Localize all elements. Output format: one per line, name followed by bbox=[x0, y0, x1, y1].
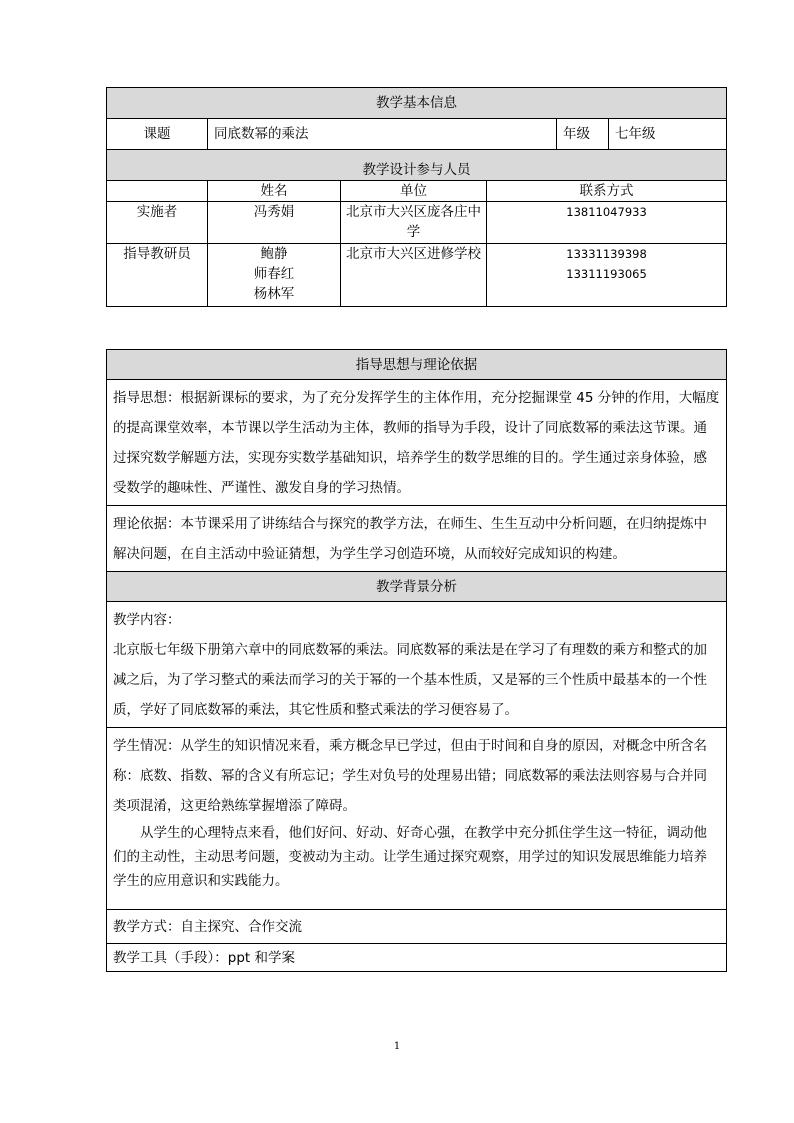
advisor-phone-2: 13311193065 bbox=[566, 267, 647, 281]
col-contact-header: 联系方式 bbox=[487, 181, 727, 202]
teaching-content-label: 教学内容： bbox=[113, 612, 181, 628]
advisor-name-1: 鲍静 bbox=[260, 246, 288, 262]
theory-basis: 理论依据：本节课采用了讲练结合与探究的教学方法，在师生、生生互动中分析问题，在归纳提炼中解决问题，在自主活动中验证猜想，为学生学习创造环境，从而较好完成知识的构建。 bbox=[107, 506, 727, 572]
implementer-name: 冯秀娟 bbox=[208, 202, 341, 244]
student-situation-text: 学生情况：从学生的知识情况来看，乘方概念早已学过，但由于时间和自身的原因，对概念中所含名称：底数、指数、幂的含义有所忘记；学生对负号的处理易出错；同底数幂的乘法法则容易与合并同类项混淆，这更给熟练掌握增添了障碍。 bbox=[113, 738, 707, 814]
teaching-content-text: 北京版七年级下册第六章中的同底数幂的乘法。同底数幂的乘法是在学习了有理数的乘方和整式的加减之后，为了学习整式的乘法而学习的关于幂的一个基本性质，又是幂的三个性质中最基本的一个性质，学好了同底数幂的乘法，其它性质和整式乘法的学习便容易了。 bbox=[113, 642, 707, 718]
implementer-contact bbox=[487, 202, 727, 244]
student-psychology-text: 从学生的心理特点来看，他们好问、好动、好奇心强，在教学中充分抓住学生这一特征，调动他们的主动性，主动思考问题，变被动为主动。让学生通过探究观察，用学过的知识发展思维能力培养学生的应用意识和实践能力。 bbox=[113, 825, 707, 889]
topic-value: 同底数幂的乘法 bbox=[208, 119, 557, 150]
role-advisor: 指导教研员 bbox=[107, 244, 208, 307]
grade-label: 年级 bbox=[557, 119, 609, 150]
basic-info-table bbox=[106, 87, 727, 307]
participants-header: 教学设计参与人员 bbox=[107, 150, 727, 181]
advisor-phone-1: 13331139398 bbox=[566, 247, 647, 261]
col-name-header: 姓名 bbox=[208, 181, 341, 202]
grade-value: 七年级 bbox=[609, 119, 727, 150]
student-situation bbox=[107, 728, 727, 910]
blank-header-cell bbox=[107, 181, 208, 202]
implementer-phone: 13811047933 bbox=[566, 205, 647, 219]
guiding-thought: 指导思想：根据新课标的要求，为了充分发挥学生的主体作用，充分挖掘课堂 45 分钟的作用，大幅度的提高课堂效率，本节课以学生活动为主体，教师的指导为手段，设计了同底数幂的乘法这节课。通过探究数学解题方法，实现夯实数学基础知识，培养学生的数学思维的目的。学生通过亲身体验，感受数学的趣味性、严谨性、激发自身的学习热情。 bbox=[107, 380, 727, 506]
col-unit-header: 单位 bbox=[341, 181, 487, 202]
teaching-content bbox=[107, 602, 727, 728]
analysis-table bbox=[106, 349, 727, 972]
page-number: 1 bbox=[393, 1041, 401, 1052]
topic-label: 课题 bbox=[107, 119, 208, 150]
advisor-name-2: 师春红 bbox=[253, 266, 295, 282]
advisor-unit: 北京市大兴区进修学校 bbox=[341, 244, 487, 307]
advisor-names bbox=[208, 244, 341, 307]
basic-info-header: 教学基本信息 bbox=[107, 88, 727, 119]
theory-header: 指导思想与理论依据 bbox=[107, 350, 727, 380]
role-implementer: 实施者 bbox=[107, 202, 208, 244]
advisor-name-3: 杨林军 bbox=[253, 286, 295, 302]
teaching-method: 教学方式：自主探究、合作交流 bbox=[107, 910, 727, 944]
implementer-unit: 北京市大兴区庞各庄中学 bbox=[341, 202, 487, 244]
advisor-contact bbox=[487, 244, 727, 307]
teaching-tools: 教学工具（手段）：ppt 和学案 bbox=[107, 944, 727, 972]
background-header: 教学背景分析 bbox=[107, 572, 727, 602]
